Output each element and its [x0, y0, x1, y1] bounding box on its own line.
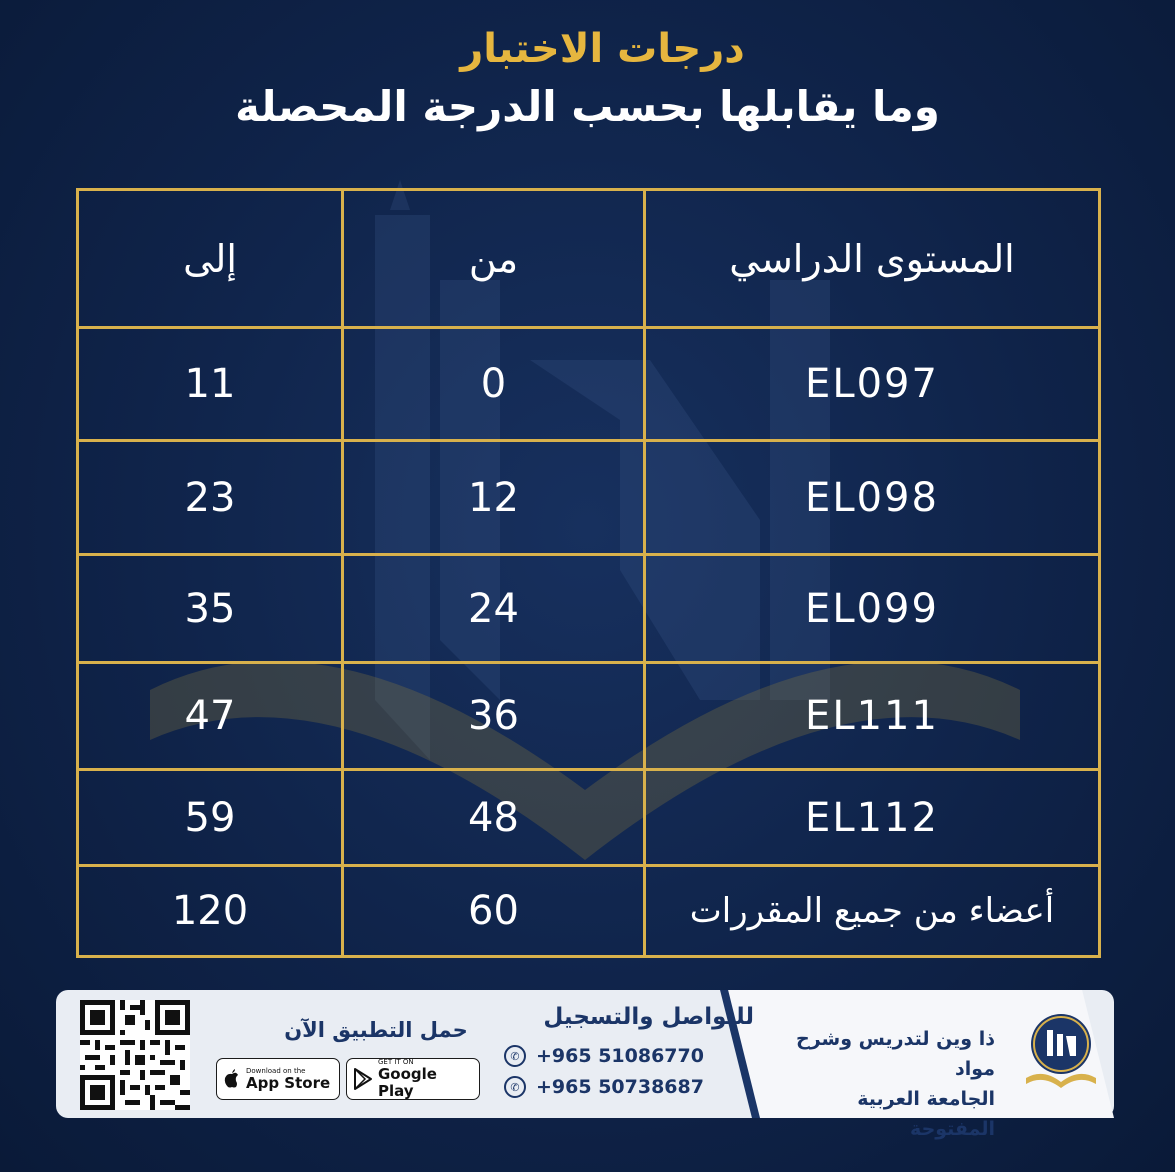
google-play-button[interactable]: [346, 1058, 480, 1100]
whatsapp-icon: ✆: [504, 1045, 526, 1067]
cell-to: 23: [78, 441, 343, 555]
cell-from: 0: [343, 328, 645, 441]
table-row: [78, 555, 1100, 663]
cell-from: 12: [343, 441, 645, 555]
cell-level: EL098: [645, 441, 1100, 555]
brand-description: [770, 1024, 995, 1144]
cell-level: EL099: [645, 555, 1100, 663]
title-line-2: وما يقابلها بحسب الدرجة المحصلة: [235, 82, 940, 131]
contact-title: للتواصل والتسجيل: [543, 1004, 754, 1030]
cell-from: 24: [343, 555, 645, 663]
header-level: المستوى الدراسي: [645, 190, 1100, 328]
cell-to: 47: [78, 663, 343, 770]
cell-from: 36: [343, 663, 645, 770]
header-to: إلى: [78, 190, 343, 328]
brand-logo-icon: [1021, 1002, 1101, 1102]
apple-icon: [223, 1069, 241, 1089]
brand-line-1: ذا وين لتدريس وشرح مواد: [796, 1028, 995, 1080]
phone-1[interactable]: [504, 1045, 754, 1067]
google-play-big-text: Google Play: [378, 1065, 437, 1100]
google-play-icon: [353, 1068, 373, 1090]
table-row: [78, 770, 1100, 866]
phone-number-2: +965 50738687: [536, 1076, 704, 1098]
download-title: حمل التطبيق الآن: [284, 1018, 468, 1042]
qr-code-icon: [80, 1000, 190, 1110]
cell-level: EL111: [645, 663, 1100, 770]
app-store-small-text: Download on the: [246, 1066, 306, 1075]
app-store-button[interactable]: [216, 1058, 340, 1100]
phone-2[interactable]: [504, 1076, 754, 1098]
table-row: [78, 663, 1100, 770]
app-store-big-text: App Store: [246, 1073, 331, 1092]
cell-to: 120: [78, 866, 343, 957]
grades-table: [76, 188, 1101, 958]
brand-line-2: الجامعة العربية المفتوحة: [857, 1088, 995, 1140]
cell-from: 60: [343, 866, 645, 957]
table-row: [78, 328, 1100, 441]
cell-to: 11: [78, 328, 343, 441]
google-play-small-text: GET IT ON: [378, 1058, 414, 1066]
cell-to: 59: [78, 770, 343, 866]
footer-banner: [56, 990, 1114, 1140]
cell-from: 48: [343, 770, 645, 866]
header-from: من: [343, 190, 645, 328]
title-line-1: درجات الاختبار: [460, 26, 745, 72]
phone-number-1: +965 51086770: [536, 1045, 704, 1067]
cell-level: EL097: [645, 328, 1100, 441]
cell-to: 35: [78, 555, 343, 663]
table-row: [78, 441, 1100, 555]
cell-level: EL112: [645, 770, 1100, 866]
table-row: [78, 866, 1100, 957]
table-header-row: [78, 190, 1100, 328]
whatsapp-icon: ✆: [504, 1076, 526, 1098]
cell-level: أعضاء من جميع المقررات: [645, 866, 1100, 957]
